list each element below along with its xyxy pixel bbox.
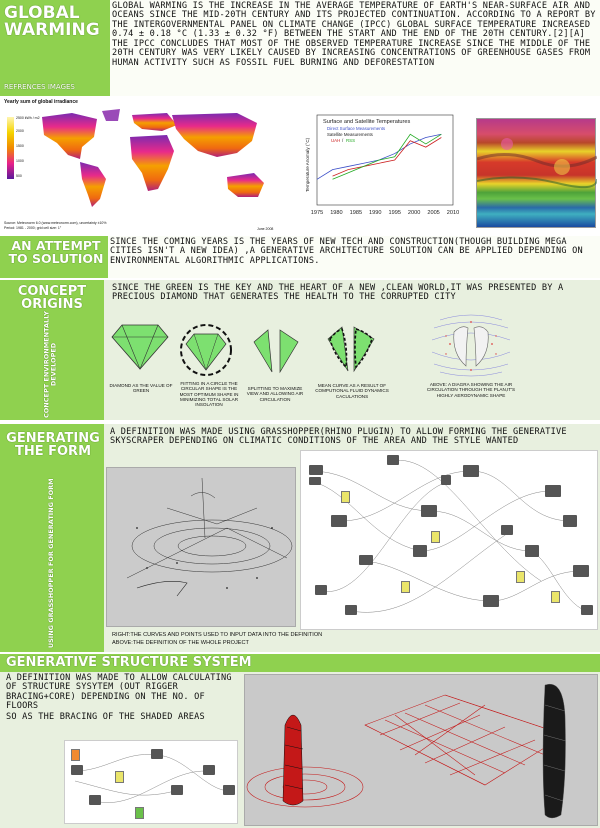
structure-render [244, 674, 598, 826]
split-icon [250, 328, 302, 374]
structure-body-1: A DEFINITION WAS MADE TO ALLOW CALCULATING OF STRUCTURE SYSYTEM (OUT RIGGER BRACING+CORE) DEPENDING ON THE NO. OF FLOORS [6, 673, 232, 712]
world-map-graphic [2, 107, 277, 212]
x-tick-label: 1985 [349, 210, 363, 216]
gh-node [545, 485, 561, 497]
gh-node [525, 545, 539, 557]
gh-node [223, 785, 235, 795]
grasshopper-definition [300, 450, 598, 630]
gh-node [345, 605, 357, 615]
caption-air-circulation: ABOVE: A DIAGRA SHOWING THE AIR CIRCULATION THROUGH THE PLAN,IT'S HIGHLY AERODYNAMIC SHAPE [426, 382, 516, 398]
circle-fit-icon [178, 322, 234, 378]
core-tower-left [283, 715, 303, 805]
x-tick-label: 2000 [407, 210, 421, 216]
legend-rss: RSS [346, 138, 356, 143]
legend-unit: 2500 kWh / m2 [16, 116, 40, 120]
irradiance-period: Period: 1981 - 2000; grid cell size: 1° [4, 226, 62, 230]
irradiance-title: Yearly sum of global irradiance [4, 99, 78, 105]
gh-panel [341, 491, 350, 503]
gh-node [309, 477, 321, 485]
irradiance-legend [7, 117, 14, 179]
structure-render-svg [245, 675, 598, 826]
gh-node [359, 555, 373, 565]
structure-definition [64, 740, 238, 824]
legend-tick-1000: 1000 [16, 159, 24, 163]
gh-panel [516, 571, 525, 583]
gh-node [331, 515, 347, 527]
structure-title: GENERATIVE STRUCTURE SYSTEM [6, 655, 252, 670]
gh-node [573, 565, 589, 577]
legend-surface: Direct Surface Measurements [327, 126, 386, 131]
irradiance-source: Source: Meteonorm 6.0 (www.meteonorm.com), uncertainty ±10% [4, 221, 107, 225]
gh-node [421, 505, 437, 517]
gh-node [413, 545, 427, 557]
attempt-title: AN ATTEMPT TO SOLUTION [8, 238, 104, 266]
diamond-icon [110, 323, 170, 371]
chart-title: Surface and Satellite Temperatures [323, 119, 411, 125]
x-tick-label: 2010 [446, 210, 460, 216]
gh-node [563, 515, 577, 527]
concept-side-label: CONCEPT ENVIRONMENTALLY DEVELOPED [42, 311, 57, 418]
gh-node [203, 765, 215, 775]
gh-node [483, 595, 499, 607]
form-caption-above: ABOVE:THE DEFINITION OF THE WHOLE PROJECT [112, 640, 249, 646]
gh-node [151, 749, 163, 759]
gh-node [171, 785, 183, 795]
x-tick-label: 1990 [369, 210, 382, 216]
gh-panel [551, 591, 560, 603]
irradiance-map [2, 97, 297, 235]
x-tick-label: 1995 [388, 210, 401, 216]
temperature-chart-svg [297, 110, 462, 222]
x-tick-label: 1975 [310, 210, 324, 216]
gh-node [581, 605, 593, 615]
gh-node [309, 465, 323, 475]
form-caption-right: RIGHT:THE CURVES AND POINTS USED TO INPUT DATA INTO THE DEFINITION [112, 632, 323, 638]
caption-splitting: SPLITTING TO MAXIMIZE VIEW AND ALLOWING AIR CIRCULATION [246, 386, 304, 402]
satellite-heatmap [476, 118, 596, 228]
form-side-label: USING GRASSHOPPER FOR GENERATING FORM [46, 478, 55, 649]
references-label: REFRENCES IMAGES [4, 83, 75, 91]
concept-body: SINCE THE GREEN IS THE KEY AND THE HEART OF A NEW ,CLEAN WORLD,IT WAS PRESENTED BY A PRECIOUS DIAMOND THAT GENERATES THE HEALTH TO THE CORRUPTED CITY [112, 283, 564, 303]
irradiance-date: June 2008 [257, 227, 274, 231]
global-warming-body: GLOBAL WARMING IS THE INCREASE IN THE AVERAGE TEMPERATURE OF EARTH'S NEAR-SURFACE AIR AND OCEANS SINCE THE MID-20TH CENTURY AND ITS PROJECTED CONTINUATION. ACCORDING TO A REPORT BY THE INTERGOVERNMENTAL PANEL ON CLIMATE CHANGE (IPCC) GLOBAL SURFACE TEMPERATURE INCREASED 0.74 ± 0.18 °C (1.33 ± 0.32 °F) BETWEEN THE START AND THE END OF THE 20TH CENTURY.[2][A] THE IPCC CONCLUDES THAT MOST OF THE OBSERVED TEMPERATURE INCREASE SINCE THE MIDDLE OF THE 20TH CENTURY WAS VERY LIKELY CAUSED BY INCREASING CONCENTRATIONS OF GREENHOUSE GASES FROM HUMAN ACTIVITY SUCH AS FOSSIL FUEL BURNING AND DEFORESTATION [112, 1, 596, 68]
temperature-chart [297, 110, 462, 222]
concept-title: CONCEPT ORIGINS [17, 284, 87, 312]
curves-points-render [106, 467, 296, 627]
gh-node [441, 475, 451, 485]
legend-slash: / [342, 138, 344, 143]
gh-panel [431, 531, 440, 543]
x-ticks [311, 210, 459, 216]
legend-uah: UAH [331, 138, 341, 143]
mean-curve-icon [322, 325, 380, 373]
y-axis-label: Temperature Anomaly (°C) [305, 137, 310, 192]
x-tick-label: 2005 [427, 210, 440, 216]
legend-tick-1500: 1500 [16, 144, 24, 148]
caption-mean-curve: MEAN CURVE AS A RESULT OF COMPUTIONAL FLUID DYNAMICS CACULATIONS [315, 383, 389, 399]
gh-node [463, 465, 479, 477]
tower-mesh-right [543, 684, 566, 818]
curves-points-svg [107, 468, 297, 628]
gh-node [71, 765, 83, 775]
gh-panel [135, 807, 144, 819]
legend-tick-2000: 2000 [16, 129, 24, 133]
caption-diamond: DIAMOND AS THE VALUE OF GREEN [109, 383, 173, 394]
attempt-body: SINCE THE COMING YEARS IS THE YEARS OF NEW TECH AND CONSTRUCTION(THOUGH BUILDING MEGA CITIES ISN'T A NEW IDEA) ,A GENERATIVE ARCHITECTURE SOLUTION CAN BE APPLIED DEPENDING ON ENVIRONMENTAL ALGORITHMIC APPLICATIONS. [110, 237, 583, 266]
form-body: A DEFINITION WAS MADE USING GRASSHOPPER(RHINO PLUGIN) TO ALLOW FORMING THE GENERATIVE SKYSCRAPER DEPENDING ON CLIMATIC CONDITIONS OF THE AREA AND THE STYLE WANTED [110, 427, 567, 447]
caption-circle-fit: FIITTING IN A CIRCLE THE CIRCULAR SHAPE IS THE MOST OPTIMUM SHAPE IN MINIMIZING TOTAL SOLAR INSOLATION [179, 381, 239, 408]
gh-node [501, 525, 513, 535]
gh-panel [401, 581, 410, 593]
gh-panel [71, 749, 80, 761]
form-title: GENERATING THE FORM [6, 431, 100, 459]
global-warming-title: GLOBAL WARMING [4, 3, 100, 40]
structure-body-2: SO AS THE BRACING OF THE SHADED AREAS [6, 712, 205, 722]
legend-satellite: Satellite Measurements [327, 132, 373, 137]
gh-node [315, 585, 327, 595]
gh-panel [115, 771, 124, 783]
heatmap-texture [477, 119, 597, 229]
air-circulation-diagram [430, 314, 512, 378]
legend-tick-500: 500 [16, 174, 22, 178]
gh-node [89, 795, 101, 805]
x-tick-label: 1980 [330, 210, 343, 216]
gh-node [387, 455, 399, 465]
